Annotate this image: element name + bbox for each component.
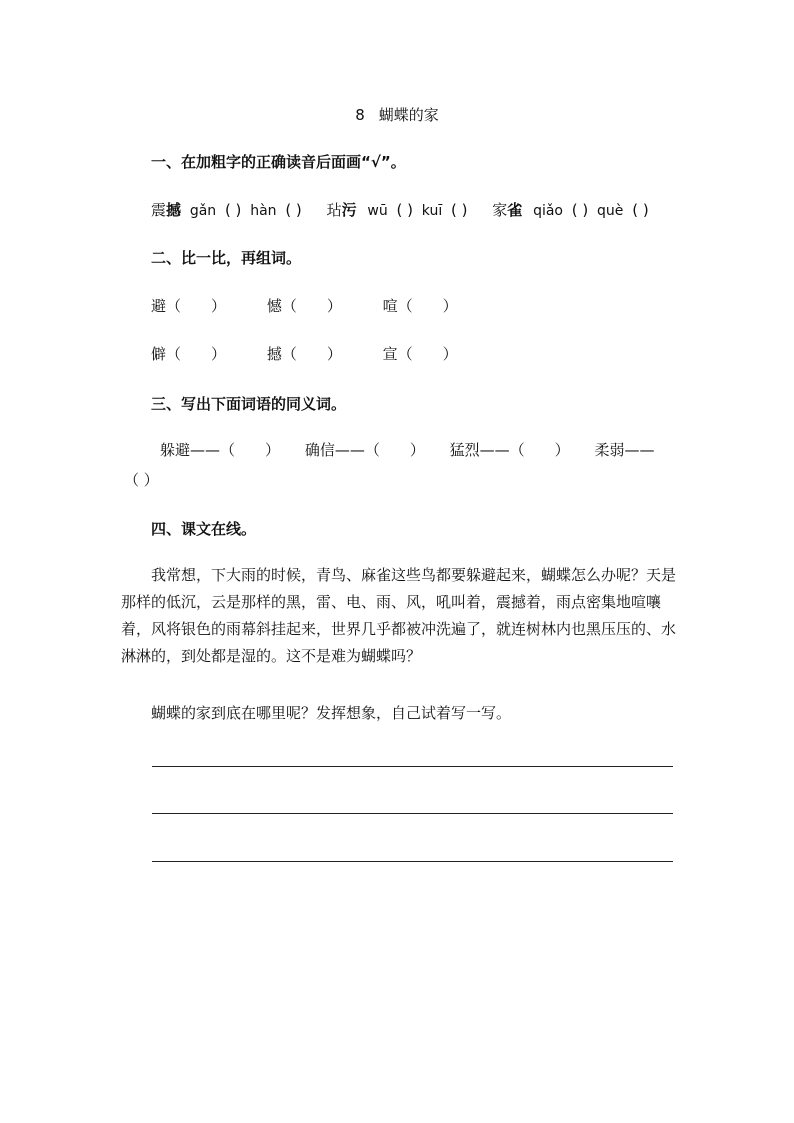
word-1: 震撼 <box>151 201 182 219</box>
pinyin-option: wū <box>367 203 388 219</box>
char-blank-open: 憾（ <box>266 297 297 315</box>
pinyin-option: kuī <box>421 203 443 219</box>
answer-line[interactable] <box>152 766 673 767</box>
pinyin-option: qiǎo <box>533 203 563 219</box>
section-3-row <box>160 439 654 460</box>
synonym-word: 柔弱—— <box>594 441 655 459</box>
blank-close[interactable]: ） <box>211 345 227 363</box>
synonym-word: 确信——（ <box>304 441 380 459</box>
word-2: 玷污 <box>326 201 357 219</box>
section-2-row-2 <box>151 343 458 364</box>
char-blank-open: 避（ <box>151 297 182 315</box>
pinyin-option: gǎn <box>189 203 217 219</box>
char-blank-open: 喧（ <box>382 297 413 315</box>
blank-close[interactable]: ） <box>409 441 425 459</box>
blank-close[interactable]: ） <box>265 441 281 459</box>
answer-paren[interactable]: ( ) <box>285 201 302 219</box>
answer-paren[interactable]: ( ) <box>451 201 468 219</box>
char-blank-open: 僻（ <box>151 345 182 363</box>
blank-close[interactable]: ） <box>326 345 342 363</box>
blank-close[interactable]: ） <box>326 297 342 315</box>
section-1-heading: 一、在加粗字的正确读音后面画“√”。 <box>151 153 406 171</box>
answer-line[interactable] <box>152 813 673 814</box>
blank-close[interactable]: ） <box>554 441 570 459</box>
section-1-row <box>151 199 649 220</box>
reading-passage <box>121 562 681 670</box>
char-blank-open: 撼（ <box>266 345 297 363</box>
page-title <box>0 104 794 125</box>
synonym-word: 猛烈——（ <box>449 441 525 459</box>
answer-paren[interactable]: ( ) <box>632 201 649 219</box>
synonym-wrap-blank[interactable]: （ ） <box>124 471 159 489</box>
pinyin-option: què <box>597 203 624 219</box>
answer-line[interactable] <box>152 861 673 862</box>
section-3-heading: 三、写出下面词语的同义词。 <box>151 395 347 413</box>
blank-close[interactable]: ） <box>211 297 227 315</box>
writing-prompt: 蝴蝶的家到底在哪里呢？发挥想象，自己试着写一写。 <box>151 704 512 722</box>
lesson-title: 蝴蝶的家 <box>378 106 439 124</box>
blank-close[interactable]: ） <box>442 297 458 315</box>
char-blank-open: 宣（ <box>382 345 413 363</box>
section-2-heading: 二、比一比，再组词。 <box>151 249 302 267</box>
passage-text: 我常想，下大雨的时候，青鸟、麻雀这些鸟都要躲避起来，蝴蝶怎么办呢？天是那样的低沉，云是那样的黑，雷、电、雨、风，吼叫着，震撼着，雨点密集地喧嚷着，风将银色的雨幕斜挂起来，世界几乎都被冲洗遍了，就连树林内也黑压压的、水淋淋的，到处都是湿的。这不是难为蝴蝶吗？ <box>121 566 677 665</box>
answer-paren[interactable]: ( ) <box>224 201 242 219</box>
lesson-number: 8 <box>355 106 365 124</box>
section-2-row-1 <box>151 295 458 316</box>
synonym-word: 躲避——（ <box>160 441 236 459</box>
pinyin-option: hàn <box>250 203 277 219</box>
section-4-heading: 四、课文在线。 <box>151 520 257 538</box>
answer-paren[interactable]: ( ) <box>396 201 413 219</box>
word-3: 家雀 <box>492 201 523 219</box>
answer-paren[interactable]: ( ) <box>571 201 589 219</box>
blank-close[interactable]: ） <box>442 345 458 363</box>
